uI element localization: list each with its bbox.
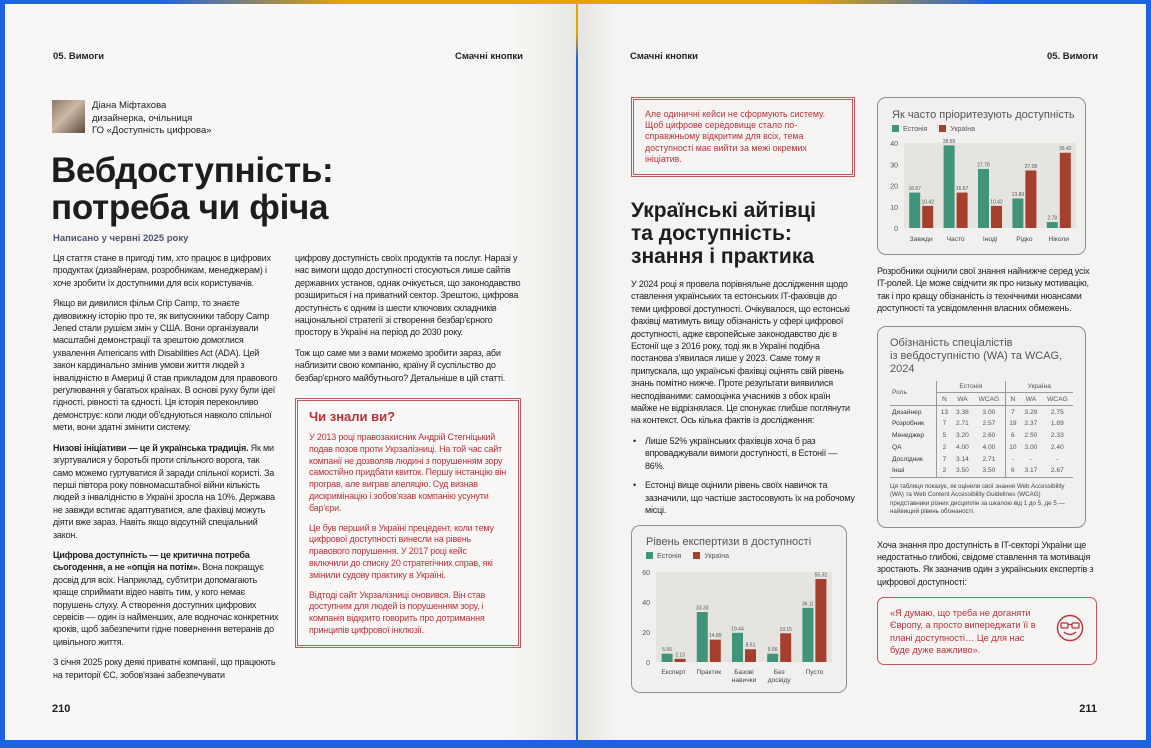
bar-estonia bbox=[767, 654, 778, 662]
role-header: Роль bbox=[890, 381, 937, 406]
table-note: Ця таблиця показує, як оцінили свої знання Web Accessibility (WA) та Web Content Accessibility Guidelines (WCAG) представники різних дисциплін за шкалою від 1 до 5, де 5 — найвищий рівень обізнаності. bbox=[890, 482, 1065, 516]
y-tick-label: 30 bbox=[890, 162, 898, 170]
x-tick-label: Завжди bbox=[909, 236, 933, 243]
table-cell: 2.67 bbox=[1050, 467, 1064, 475]
data-label: 10.42 bbox=[990, 199, 1003, 206]
bar-estonia bbox=[978, 169, 989, 228]
data-label: 10.42 bbox=[921, 199, 934, 206]
priority-bar-chart bbox=[878, 98, 1084, 253]
title-line: Вебдоступність: bbox=[51, 151, 334, 190]
table-cell: 2.71 bbox=[982, 455, 996, 463]
table-row bbox=[890, 418, 1073, 430]
did-you-know-box bbox=[295, 398, 521, 648]
awareness-table bbox=[890, 381, 1073, 478]
table-cell: - bbox=[1005, 453, 1020, 465]
legend-ukraine: Україна bbox=[939, 125, 975, 133]
data-label: 5.56 bbox=[767, 647, 778, 654]
column-header: N bbox=[1005, 393, 1020, 406]
y-tick-label: 0 bbox=[646, 660, 650, 668]
column-header: WCAG bbox=[1047, 395, 1068, 403]
table-cell: 3.20 bbox=[956, 432, 969, 440]
x-tick-label: Практик bbox=[696, 669, 722, 677]
legend-estonia: Естонія bbox=[892, 125, 927, 133]
expertise-chart-card bbox=[631, 525, 847, 693]
author-role: дизайнерка, очільниця bbox=[92, 112, 193, 124]
table-cell: 2.50 bbox=[1024, 432, 1038, 440]
left-page bbox=[5, 4, 576, 740]
table-cell: Дизайнер bbox=[892, 408, 922, 416]
x-tick-label: Ніколи bbox=[1048, 236, 1069, 243]
bar-estonia bbox=[909, 193, 920, 228]
bar-estonia bbox=[944, 145, 955, 228]
data-label: 16.67 bbox=[955, 186, 969, 193]
title-line: потреба чи фіча bbox=[51, 188, 329, 227]
data-label: 8.51 bbox=[745, 643, 756, 650]
column-header: N bbox=[937, 393, 952, 406]
table-cell: 2 bbox=[937, 442, 952, 454]
table-cell: 2.37 bbox=[1024, 420, 1038, 428]
paragraph-text: Вона покращує досвід для всіх. Наприклад, субтитри допомагають краще сприймати відео навіть тим, у кого немає порушень слуху. А створення доступних цифрових сервісів — один із найменших, але водночас конкретних кроків, щоб забезпечити гідне повернення ветеранів до цивільного життя. bbox=[53, 562, 279, 647]
outro-text: Хоча знання про доступність в IT-секторі України ще недостатньо глибокі, свідоме ставлення та мотивація зростають. Як зазначив один з українських експертів з цифрової доступності: bbox=[877, 539, 1094, 587]
table-cell: Дослідник bbox=[892, 455, 923, 463]
table-row bbox=[890, 430, 1073, 442]
bullet-text: Естонці вище оцінили рівень своїх навичок та зазначили, що частіше застосовують їх на робочому місці. bbox=[645, 480, 855, 515]
group-header: Україна bbox=[1005, 381, 1073, 393]
table-cell: 2.71 bbox=[956, 420, 969, 428]
table-cell: 6 bbox=[1005, 465, 1020, 477]
x-tick-label: Без bbox=[773, 669, 785, 677]
y-tick-label: 40 bbox=[890, 141, 898, 148]
column-1 bbox=[53, 252, 281, 689]
group-header: Естонія bbox=[937, 381, 1005, 393]
smiley-sunglasses-icon bbox=[1056, 614, 1084, 642]
bar-ukraine bbox=[991, 206, 1002, 228]
quote-text: «Я думаю, що треба не доганяти Європу, а просто випереджати її в плані доступності… Це для нас буде дуже важливо». bbox=[890, 608, 1036, 656]
data-label: 27.08 bbox=[1024, 163, 1038, 170]
bar-ukraine bbox=[922, 206, 933, 228]
column-header: WCAG bbox=[978, 395, 1000, 403]
table-cell: 3.38 bbox=[956, 408, 969, 416]
table-cell: 4.00 bbox=[956, 443, 969, 451]
x-tick-label: Рідко bbox=[1016, 236, 1033, 243]
paragraph: У 2013 році правозахисник Андрій Стегніцький подав позов проти Укрзалізниці. На той час сайт компанії не дозволяв людині з порушенням зору самостійно придбати квиток. Першу інстанцію він програв, але виграв апеляцію. Суд визнав дискримінацію і зобов'язав компанію усунути бар'єри. bbox=[309, 432, 507, 513]
author-avatar bbox=[52, 100, 85, 133]
running-title: Смачні кнопки bbox=[455, 51, 523, 62]
paragraph: Це був перший в Україні прецедент, коли тему цифрової доступності винесли на рівень правового порушення. У 2017 році кейс включили до списку 20 стратегічних справ, які змінили судову практику в Україні. bbox=[309, 522, 494, 580]
table-cell: 7 bbox=[937, 418, 952, 430]
heading-line: знання і практика bbox=[631, 245, 815, 269]
table-cell: 4.00 bbox=[982, 443, 996, 451]
bar-ukraine bbox=[710, 640, 721, 662]
column-2 bbox=[295, 252, 521, 392]
chart-title: Рівень експертизи в доступності bbox=[646, 536, 812, 549]
table-cell: 2 bbox=[937, 465, 952, 477]
bar-ukraine bbox=[1060, 153, 1071, 228]
x-tick-label: досвіду bbox=[767, 677, 791, 685]
page-number: 211 bbox=[1079, 703, 1097, 715]
paragraph: Відтоді сайт Укрзалізниці оновився. Він став доступним для людей із порушенням зору, і компанія відкрито говорить про дотримання принципів цифрової інклюзії. bbox=[309, 589, 486, 636]
right-page bbox=[578, 4, 1146, 740]
expertise-bar-chart bbox=[632, 526, 845, 691]
right-column-1 bbox=[631, 97, 855, 693]
heading-line: Українські айтівці bbox=[631, 199, 817, 223]
paragraph-text: Якщо ви дивилися фільм Crip Camp, то знаєте дивовижну історію про те, як випускники табору Camp Jened стали рушієм змін у США. Вони організували масштабні демонстрації та зрештою домоглися ухвалення Americans with Disabilities Act (ADA). Цей закон кардинально змінив умови життя людей з інвалідністю в Америці й став прикладом для правового регулювання у багатьох країнах. В основі руху були ідеї гідності, рівності та єдності. Ця історія переконливо демонструє: коли люди об'єднуються навколо спільної мети, вони здатні змінити систему. bbox=[53, 298, 278, 433]
column-header: WA bbox=[1025, 395, 1037, 403]
paragraph: Тож що саме ми з вами можемо зробити зараз, аби наблизити свою компанію, країну й суспільство до безбар'єрного майбутнього? Детальніше в цій статті. bbox=[295, 347, 506, 383]
data-label: 33.33 bbox=[696, 605, 709, 612]
table-cell: 3.00 bbox=[982, 408, 996, 416]
section-label: 05. Вимоги bbox=[53, 51, 105, 62]
table-cell: 10 bbox=[1005, 442, 1020, 454]
paragraph bbox=[53, 442, 281, 541]
table-cell: 7 bbox=[937, 453, 952, 465]
table-cell: 3.17 bbox=[1024, 467, 1038, 475]
y-tick-label: 20 bbox=[890, 183, 898, 191]
paragraph-text: Як ми згуртувалися у боротьбі проти спільного ворога, так само можемо гуртуватися й заради спільної користі. За перші півтора року повномасштабної війни кількість людей з інвалідністю в Україні зросла на 10%. Держава не завжди встигає адаптуватися, але фахівці можуть діяти вже зараз. Навіть якщо відсутній спеціальний закон. bbox=[53, 442, 275, 540]
table-cell: 5 bbox=[937, 430, 952, 442]
x-tick-label: Експерт bbox=[661, 669, 686, 677]
x-tick-label: Пусто bbox=[805, 669, 824, 677]
table-row bbox=[890, 453, 1073, 465]
x-tick-label: Часто bbox=[946, 236, 965, 243]
article-title bbox=[51, 152, 333, 226]
data-label: 35.42 bbox=[1059, 146, 1072, 153]
chart-title: Як часто пріоритезують доступність bbox=[892, 109, 1075, 121]
y-tick-label: 60 bbox=[642, 570, 650, 578]
table-cell: 7 bbox=[1005, 406, 1020, 418]
right-column-2 bbox=[877, 97, 1099, 665]
paragraph bbox=[53, 252, 281, 289]
table-cell: 3.29 bbox=[1024, 408, 1038, 416]
bullet-item: • Лише 52% українських фахівців хоча б раз впроваджували вимоги доступності, в Естонії — 86%. bbox=[633, 435, 838, 471]
table-cell: - bbox=[1056, 455, 1059, 463]
table-cell: 6 bbox=[1005, 430, 1020, 442]
table-cell: 2.33 bbox=[1050, 432, 1064, 440]
data-label: 19.15 bbox=[779, 627, 792, 634]
running-title: Смачні кнопки bbox=[630, 51, 698, 62]
column-2-flow bbox=[295, 252, 521, 648]
bar-estonia bbox=[732, 633, 743, 662]
table-cell: Інші bbox=[892, 467, 905, 475]
table-cell: 2.57 bbox=[982, 420, 996, 428]
bullet-text: Лише 52% українських фахівців хоча б раз впроваджували вимоги доступності, в Естонії — 86%. bbox=[645, 435, 838, 471]
developers-text: Розробники оцінили свої знання найнижче серед усіх IT-ролей. Це може свідчити як про низьку мотивацію, так і про кращу обізнаність із технічними нюансами доступності та усвідомлення власних обмежень. bbox=[877, 266, 1090, 314]
paragraph: У 2024 році я провела порівняльне дослідження щодо ставлення українських та естонських IT-фахівців до теми цифрової доступності. Очікувалося, що естонські фахівці матимуть вищу обізнаність у сфері цифрової доступності, адже європейське законодавство діє в Естонії ще з 2016 року, тоді як в Україні подібна постанова з'явилася лише у 2023. Саме тому я припускала, що українські фахівці оцінять свій рівень знань помітно нижче. Проте результати виявилися несподіваними: самооцінка учасників з обох країн майже не відрізнялася. Це спонукає глибше поглянути на контекст. Ось кілька фактів із дослідження: bbox=[631, 279, 850, 426]
bar-estonia bbox=[1047, 222, 1058, 228]
table-cell: Розробник bbox=[892, 420, 925, 428]
bar-estonia bbox=[1012, 198, 1023, 228]
legend-ukraine: Україна bbox=[693, 552, 729, 560]
y-tick-label: 10 bbox=[890, 204, 898, 212]
table-cell: 2.40 bbox=[1050, 443, 1064, 451]
bar-ukraine bbox=[1025, 170, 1036, 228]
table-row bbox=[890, 442, 1073, 454]
y-tick-label: 20 bbox=[642, 630, 650, 638]
paragraph-text: З січня 2025 року деякі приватні компанії, що працюють на території ЄС, зобов'язані забезпечувати bbox=[53, 657, 276, 680]
bar-estonia bbox=[697, 612, 708, 662]
author-info bbox=[92, 100, 212, 138]
table-cell: 13 bbox=[937, 406, 952, 418]
paragraph: цифрову доступність своїх продуктів та послуг. Наразі у нас вимоги щодо доступності стосуються лише сайтів державних установ, однак очікується, що законодавство розшириться і на приватний сектор. Зрештою, цифрова доступність є одним із шести ключових складників національної стратегії зі створення безбар'єрного простору в Україні на період до 2030 року. bbox=[295, 253, 521, 338]
bar-ukraine bbox=[815, 579, 826, 662]
bold-lead: Цифрова доступність — це критична потреба сьогодення, а не «опція на потім». bbox=[53, 549, 250, 573]
bold-lead: Низові ініціативи — це й українська традиція. bbox=[53, 442, 249, 453]
data-label: 14.89 bbox=[709, 633, 722, 640]
table-cell: 3.50 bbox=[982, 467, 996, 475]
table-cell: 3.50 bbox=[956, 467, 969, 475]
table-cell: - bbox=[1029, 455, 1033, 463]
data-label: 19.44 bbox=[731, 626, 744, 633]
bar-ukraine bbox=[957, 193, 968, 228]
data-label: 13.89 bbox=[1011, 191, 1025, 198]
data-label: 2.13 bbox=[675, 652, 685, 659]
bar-ukraine bbox=[745, 650, 756, 663]
table-cell: 2.60 bbox=[982, 432, 996, 440]
table-cell: 1.89 bbox=[1050, 420, 1064, 428]
data-label: 5.56 bbox=[662, 647, 672, 654]
intro-text bbox=[631, 278, 855, 516]
section-label: 05. Вимоги bbox=[1046, 51, 1098, 62]
x-tick-label: Іноді bbox=[982, 236, 998, 243]
table-cell: Менеджер bbox=[892, 432, 924, 440]
paragraph bbox=[53, 656, 281, 681]
data-label: 16.67 bbox=[908, 186, 921, 193]
table-cell: 2.75 bbox=[1050, 408, 1064, 416]
bar-ukraine bbox=[780, 634, 791, 663]
author-name: Діана Міфтахова bbox=[92, 100, 167, 111]
priority-chart-card bbox=[877, 97, 1086, 255]
article-date: Написано у червні 2025 року bbox=[53, 233, 189, 244]
box-title: Чи знали ви? bbox=[309, 409, 396, 425]
bar-ukraine bbox=[675, 659, 686, 662]
page-number: 210 bbox=[52, 703, 71, 715]
paragraph-text: Ця стаття стане в пригоді тим, хто працює в цифрових продуктах (дизайнерам, розробникам, менеджерам) і хоче зробити їх доступними для всіх користувачів. bbox=[53, 253, 271, 288]
table-title: Обізнаність спеціалістів із вебдоступністю (WA) та WCAG, 2024 bbox=[890, 336, 1063, 375]
data-label: 55.32 bbox=[814, 572, 828, 579]
data-label: 38.89 bbox=[942, 138, 956, 145]
quote-box bbox=[877, 597, 1097, 665]
bullet-item: • Естонці вище оцінили рівень своїх навичок та зазначили, що частіше застосовують їх на робочому місці. bbox=[633, 480, 855, 515]
paragraph bbox=[53, 549, 281, 648]
x-tick-label: Базові bbox=[734, 669, 754, 677]
heading-line: та доступність: bbox=[631, 222, 792, 246]
x-tick-label: навички bbox=[731, 677, 757, 685]
table-cell: 19 bbox=[1005, 418, 1020, 430]
table-row bbox=[890, 465, 1073, 477]
callout-box: Але одиничні кейси не сформують систему. Щоб цифрове середовище стало по-справжньому відкритим для всіх, тема доступності має вийти за межі окремих ініціатив. bbox=[631, 97, 855, 177]
bar-estonia bbox=[802, 608, 813, 662]
legend-estonia: Естонія bbox=[646, 552, 681, 560]
awareness-table-card bbox=[877, 326, 1086, 528]
bar-estonia bbox=[662, 654, 673, 662]
author-org: ГО «Доступність цифрова» bbox=[92, 125, 212, 136]
table-cell: 3.14 bbox=[956, 455, 969, 463]
y-tick-label: 0 bbox=[894, 226, 898, 233]
table-row bbox=[890, 406, 1073, 418]
data-label: 27.78 bbox=[977, 162, 990, 169]
table-cell: QA bbox=[892, 443, 902, 451]
data-label: 2.78 bbox=[1047, 215, 1058, 222]
column-header: WA bbox=[957, 395, 968, 403]
table-cell: 3.00 bbox=[1024, 443, 1038, 451]
section-heading bbox=[631, 199, 855, 268]
paragraph bbox=[53, 297, 281, 433]
data-label: 36.11 bbox=[801, 601, 814, 608]
y-tick-label: 40 bbox=[642, 600, 650, 608]
